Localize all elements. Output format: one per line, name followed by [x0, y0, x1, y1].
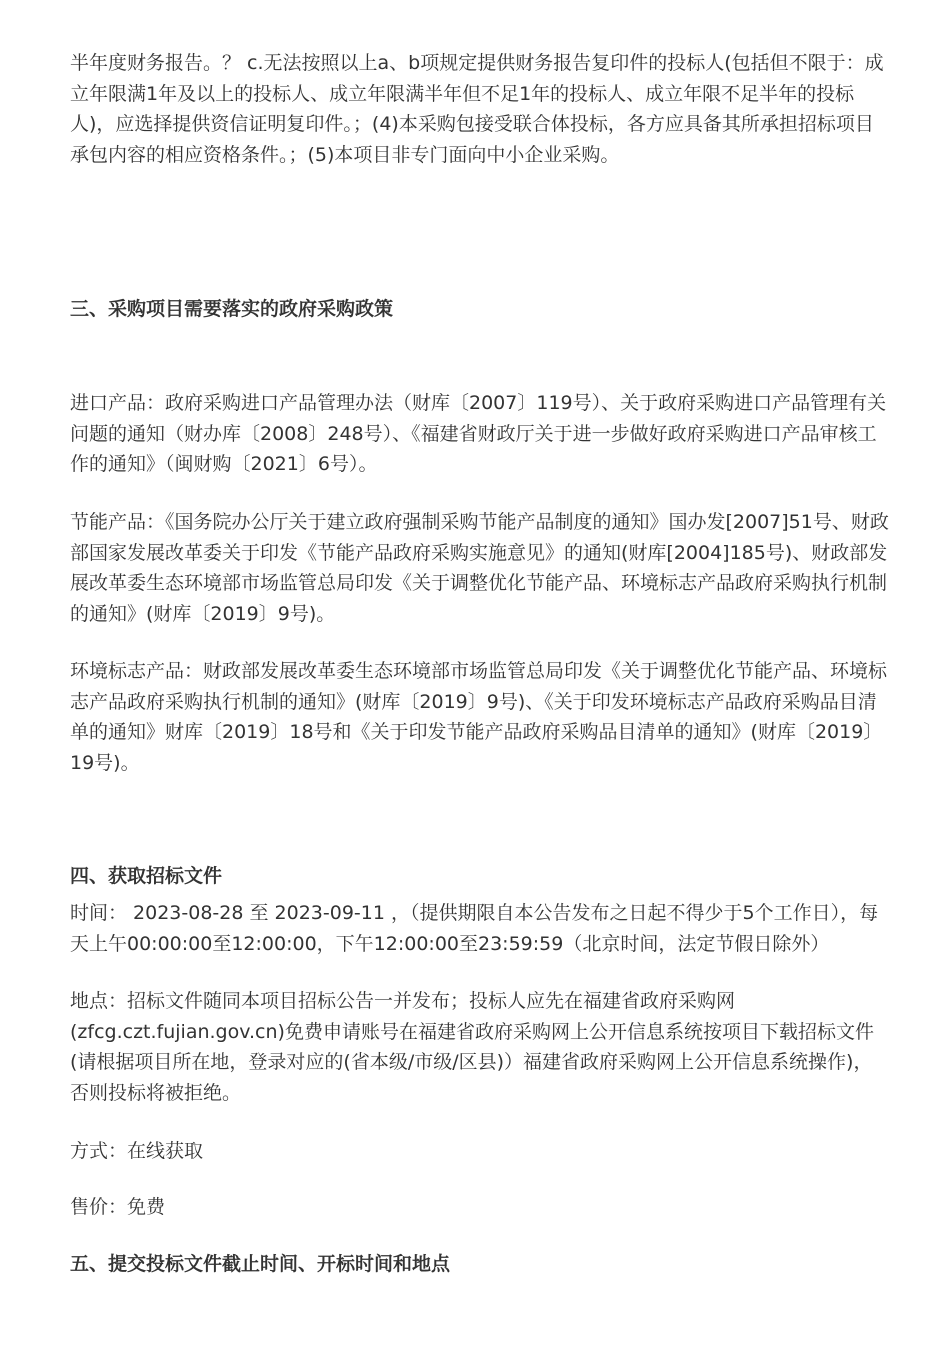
intro-paragraph: 半年度财务报告。？ c.无法按照以上a、b项规定提供财务报告复印件的投标人(包括但不限于：成立年限满1年及以上的投标人、成立年限满半年但不足1年的投标人、成立年限不足半年的投标人)，应选择提供资信证明复印件。；(4)本采购包接受联合体投标，各方应具备其所承担招标项目承包内容的相应资格条件。；(5)本项目非专门面向中小企业采购。: [70, 52, 884, 166]
price-paragraph: 售价：免费: [70, 1196, 166, 1218]
section3-environment-block: [70, 656, 890, 778]
section3-imports-block: [70, 388, 890, 480]
place-paragraph: 地点：招标文件随同本项目招标公告一并发布；投标人应先在福建省政府采购网(zfcg.czt.fujian.gov.cn)免费申请账号在福建省政府采购网上公开信息系统按项目下载招标文件(请根据项目所在地，登录对应的(省本级/市级/区县)）福建省政府采购网上公开信息系统操作)，否则投标将被拒绝。: [70, 990, 874, 1104]
section4-time-block: [70, 898, 890, 959]
section4-price-block: [70, 1192, 890, 1223]
section3-energy-block: [70, 507, 890, 629]
section4-heading: 四、获取招标文件: [70, 865, 223, 887]
section5-heading: 五、提交投标文件截止时间、开标时间和地点: [70, 1253, 451, 1275]
method-paragraph: 方式：在线获取: [70, 1140, 204, 1162]
environmental-label-paragraph: 环境标志产品：财政部发展改革委生态环境部市场监管总局印发《关于调整优化节能产品、环境标志产品政府采购执行机制的通知》(财库〔2019〕9号)、《关于印发环境标志产品政府采购品目清单的通知》财库〔2019〕18号和《关于印发节能产品政府采购品目清单的通知》(财库〔2019〕19号)。: [70, 660, 888, 774]
energy-saving-paragraph: 节能产品：《国务院办公厅关于建立政府强制采购节能产品制度的通知》国办发[2007]51号、财政部国家发展改革委关于印发《节能产品政府采购实施意见》的通知(财库[2004]185号)、财政部发展改革委生态环境部市场监管总局印发《关于调整优化节能产品、环境标志产品政府采购执行机制的通知》(财库〔2019〕9号)。: [70, 511, 889, 625]
time-paragraph: 时间： 2023-08-28 至 2023-09-11 ，（提供期限自本公告发布之日起不得少于5个工作日），每天上午00:00:00至12:00:00，下午12:00:00至23:59:59（北京时间，法定节假日除外）: [70, 902, 879, 955]
section4-method-block: [70, 1136, 890, 1167]
section4-place-block: [70, 986, 890, 1108]
intro-block: [70, 48, 890, 170]
section3-heading: 三、采购项目需要落实的政府采购政策: [70, 298, 394, 320]
imports-paragraph: 进口产品：政府采购进口产品管理办法（财库〔2007〕119号）、关于政府采购进口产品管理有关问题的通知（财办库〔2008〕248号）、《福建省财政厅关于进一步做好政府采购进口产品审核工作的通知》（闽财购〔2021〕6号）。: [70, 392, 887, 475]
